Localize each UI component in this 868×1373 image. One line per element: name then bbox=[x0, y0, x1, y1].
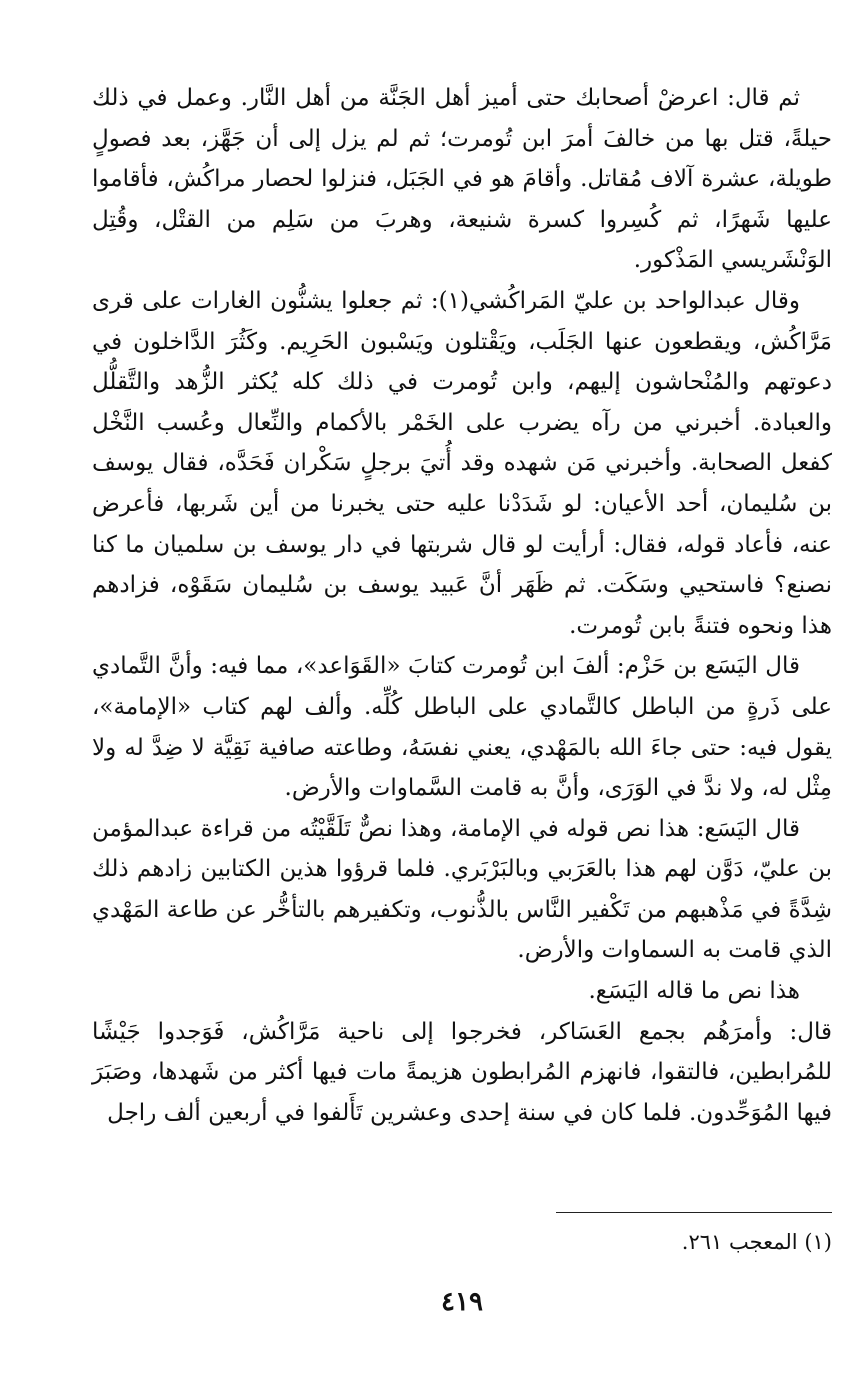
main-text bbox=[92, 78, 832, 1133]
paragraph-1: ثم قال: اعرضْ أصحابك حتى أميز أهل الجَنَّة من أهل النَّار. وعمل في ذلك حيلةً، قتل بها من خالفَ أمرَ ابن تُومرت؛ ثم لم يزل إلى أن جَهَّز، بعد فصولٍ طويلة، عشرة آلاف مُقاتل. وأقامَ هو في الجَبَل، فنزلوا لحصار مراكُش، فأقاموا عليها شَهرًا، ثم كُسِروا كسرة شنيعة، وهربَ من سَلِم من القتْل، وقُتِل الوَنْشَريسي المَذْكور. bbox=[92, 85, 832, 274]
paragraph-5: هذا نص ما قاله اليَسَع. bbox=[588, 978, 800, 1005]
footnote: (١) المعجب ٢٦١. bbox=[681, 1230, 832, 1254]
paragraph-4: قال اليَسَع: هذا نص قوله في الإمامة، وهذا نصٌّ تَلَقَّيْتُه من قراءة عبدالمؤمن بن عليّ، دَوَّن لهم هذا بالعَرَبي وبالبَرْبَري. فلما قرؤوا هذين الكتابين زادهم ذلك شِدَّةً في مَذْهبهم من تَكْفير النَّاس بالذُّنوب، وتكفيرهم بالتأخُّر عن طاعة المَهْدي الذي قامت به السماوات والأرض. bbox=[92, 815, 832, 964]
book-page bbox=[92, 78, 832, 1358]
paragraph-6: قال: وأمرَهُم بجمع العَسَاكر، فخرجوا إلى ناحية مَرَّاكُش، فَوَجدوا جَيْشًا للمُرابطين، فالتقوا، فانهزم المُرابطون هزيمةً مات فيها أكثر من شَهدها، وصَبَرَ فيها المُوَحِّدون. فلما كان في سنة إحدى وعشرين تَأَلفوا في أربعين ألف راجل bbox=[92, 1018, 832, 1126]
paragraph-2: وقال عبدالواحد بن عليّ المَراكُشي(١): ثم جعلوا يشنُّون الغارات على قرى مَرَّاكُش، ويقطعون عنها الجَلَب، ويَقْتلون ويَسْبون الحَرِيم. وكَثُرَ الدَّاخلون في دعوتهم والمُنْحاشون إليهم، وابن تُومرت في ذلك كله يُكثر الزُّهد والتَّقلُّل والعبادة. أخبرني من رآه يضرب على الخَمْر بالأكمام والنِّعال وعُسب النَّخْل كفعل الصحابة. وأخبرني مَن شهده وقد أُتيَ برجلٍ سَكْران فَحَدَّه، فقال يوسف بن سُليمان، أحد الأعيان: لو شَدَدْنا عليه حتى يخبرنا من أين شَربها، فأعرض عنه، فأعاد قوله، فقال: أرأيت لو قال شربتها في دار يوسف بن سلميان ما كنا نصنع؟ فاستحيي وسَكَت. ثم ظَهَر أنَّ عَبيد يوسف بن سُليمان سَقَوْه، فزادهم هذا ونحوه فتنةً بابن تُومرت. bbox=[92, 287, 832, 639]
page-number: ٤١٩ bbox=[441, 1287, 483, 1317]
paragraph-3: قال اليَسَع بن حَزْم: ألفَ ابن تُومرت كتابَ «القَوَاعد»، مما فيه: وأنَّ التَّمادي على ذَرةٍ من الباطل كالتَّمادي على الباطل كُلِّه. وألف لهم كتاب «الإمامة»، يقول فيه: حتى جاءَ الله بالمَهْدي، يعني نفسَهُ، وطاعته صافية نَقِيَّة لا ضِدَّ له ولا مِثْل له، ولا ندَّ في الوَرَى، وأنَّ به قامت السَّماوات والأرض. bbox=[92, 653, 832, 802]
footnote-divider bbox=[556, 1212, 832, 1213]
